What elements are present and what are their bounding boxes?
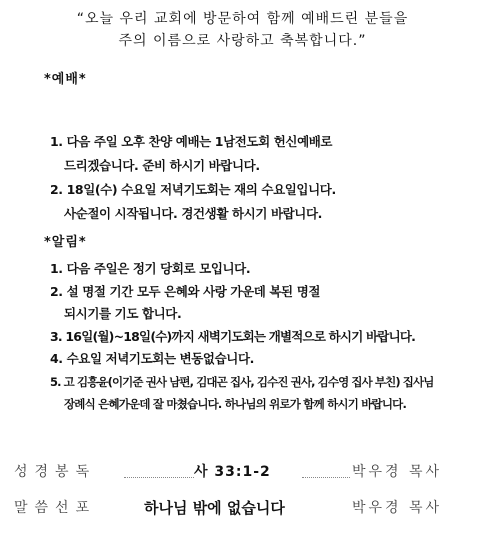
- greeting-line-2: 주의 이름으로 사랑하고 축복합니다.”: [118, 33, 367, 49]
- list-item-line: 3. 16일(월)~18일(수)까지 새벽기도회는 개별적으로 하시기 바랍니다.: [50, 328, 416, 344]
- sermon-title: 하나님 밖에 없습니다: [144, 499, 285, 517]
- order-leader: 박우경 목사: [352, 500, 443, 516]
- list-item-line: 되시기를 기도 합니다.: [64, 306, 182, 321]
- list-item-line: 1. 다음 주일 오후 찬양 예배는 1남전도회 헌신예배로: [50, 134, 333, 149]
- notices-heading: *알림*: [44, 235, 87, 250]
- order-leader: 박우경 목사: [352, 464, 443, 480]
- list-item: [50, 178, 336, 226]
- greeting-message: [0, 8, 485, 52]
- list-item: [50, 371, 433, 416]
- notices-list: [50, 258, 433, 416]
- scripture-reference: 사 33:1-2: [194, 464, 271, 480]
- list-item-line: 2. 설 명절 기간 모두 은혜와 사랑 가운데 복된 명절: [50, 283, 321, 299]
- list-item-line: 1. 다음 주일은 정기 당회로 모입니다.: [50, 261, 251, 276]
- worship-list: [50, 130, 336, 226]
- list-item-line: 사순절이 시작됩니다. 경건생활 하시기 바랍니다.: [64, 206, 323, 221]
- worship-heading: *예배*: [44, 72, 87, 87]
- list-item-line: 장례식 은혜가운데 잘 마쳤습니다. 하나님의 위로가 함께 하시기 바랍니다.: [64, 397, 407, 411]
- order-row-scripture: [14, 461, 474, 483]
- list-item-line: 드리겠습니다. 준비 하시기 바랍니다.: [64, 158, 260, 173]
- order-row-sermon: [14, 497, 474, 519]
- greeting-line-1: “오늘 우리 교회에 방문하여 함께 예배드린 분들을: [76, 11, 409, 27]
- list-item: [50, 348, 433, 371]
- list-item: [50, 258, 433, 281]
- list-item-line: 2. 18일(수) 수요일 저녁기도회는 재의 수요일입니다.: [50, 182, 336, 197]
- dotted-leader: [302, 465, 350, 478]
- list-item-line: 4. 수요일 저녁기도회는 변동없습니다.: [50, 351, 254, 366]
- list-item: [50, 326, 433, 349]
- dotted-leader: [124, 465, 194, 478]
- list-item-line: 5. 고 김흥윤(이기준 권사 남편, 김대곤 집사, 김수진 권사, 김수영 집사 부친) 집사님: [50, 374, 434, 389]
- order-label: 성경봉독: [14, 464, 97, 480]
- list-item: [50, 130, 336, 178]
- list-item: [50, 281, 433, 326]
- order-label: 말씀선포: [14, 500, 97, 516]
